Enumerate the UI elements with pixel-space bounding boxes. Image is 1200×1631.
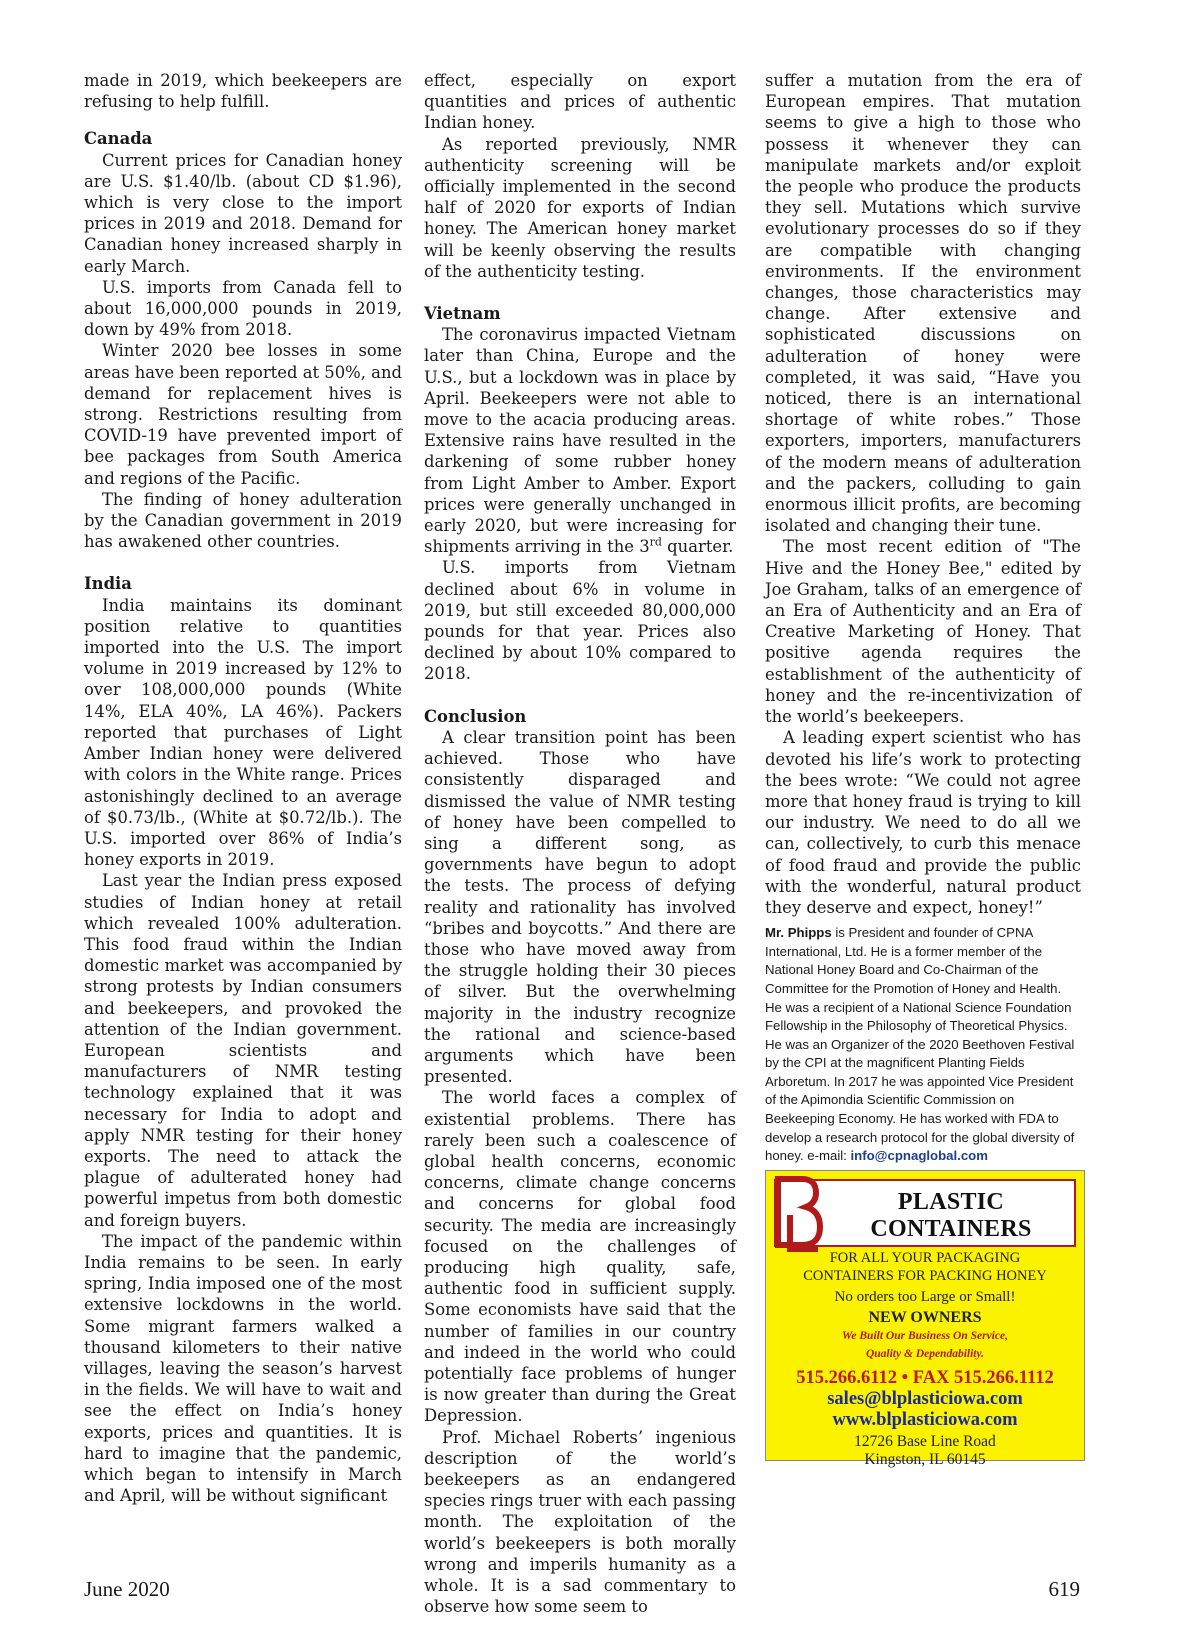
column-3	[765, 70, 1081, 1166]
section-heading-india: India	[84, 574, 132, 594]
paragraph	[424, 324, 736, 557]
superscript: rd	[649, 535, 662, 549]
column-2	[424, 70, 736, 1617]
ad-line: CONTAINERS FOR PACKING HONEY	[803, 1268, 1047, 1284]
paragraph: The world faces a complex of existential problems. There has rarely been such a coalescence of global health concerns, economic concerns, climate change concerns and concerns for global food security. The media are increasingly focused on the challenges of producing high quality, safe, authentic food in sufficient supply. Some economists have said that the number of families in our country and indeed in the world who could potentially face problems of hunger is now greater than during the Great Depression.	[424, 1088, 736, 1426]
ad-website-link[interactable]: www.blplasticiowa.com	[832, 1410, 1018, 1430]
page-number: 619	[1048, 1577, 1080, 1601]
paragraph: Last year the Indian press exposed studies of Indian honey at retail which revealed 100% adulteration. This food fraud within the Indian domestic market was accompanied by strong protests by Indian consumers and beekeepers, and provoked the attention of the Indian government. European scientists and manufacturers of NMR testing technology explained that it was necessary for India to adopt and apply NMR testing for their honey exports. The need to attack the plague of adulterated honey had powerful impetus from both domestic and foreign buyers.	[84, 871, 402, 1230]
ad-new-owners: NEW OWNERS	[868, 1309, 982, 1326]
ad-address: 12726 Base Line Road	[854, 1433, 996, 1450]
section-heading-conclusion: Conclusion	[424, 706, 527, 726]
paragraph: The impact of the pandemic within India remains to be seen. In early spring, India imposed one of the most extensive lockdowns in the world. Some migrant farmers walked a thousand kilometers to their native villages, leaving the season’s harvest in the fields. We will have to wait and see the effect on India’s honey exports, prices and quantities. It is hard to imagine that the pandemic, which began to intensify in March and April, will be without significant	[84, 1231, 402, 1506]
ad-title: PLASTIC CONTAINERS	[870, 1189, 1032, 1242]
ad-phone: 515.266.6112 • FAX 515.266.1112	[796, 1368, 1054, 1388]
paragraph: effect, especially on export quantities and prices of authentic Indian honey.	[424, 71, 736, 133]
ad-address: Kingston, IL 60145	[864, 1451, 986, 1468]
paragraph: India maintains its dominant position relative to quantities imported into the U.S. The import volume in 2019 increased by 12% to over 108,000,000 pounds (White 14%, ELA 40%, LA 46%). Packers reported that purchases of Light Amber Indian honey were delivered with colors in the White range. Prices astonishingly declined to an average of $0.73/lb., (White at $0.72/lb.). The U.S. imported over 86% of India’s honey exports in 2019.	[84, 595, 402, 870]
paragraph: As reported previously, NMR authenticity screening will be officially implemented in the second half of 2020 for exports of Indian honey. The American honey market will be keenly observing the results of the authenticity testing.	[424, 134, 736, 281]
author-email-link[interactable]: info@cpnaglobal.com	[850, 1148, 988, 1164]
text-run: quarter.	[661, 537, 734, 557]
paragraph: U.S. imports from Canada fell to about 16,000,000 pounds in 2019, down by 49% from 2018.	[84, 277, 402, 340]
ad-header	[774, 1179, 1076, 1247]
section-heading-vietnam: Vietnam	[424, 304, 501, 324]
ad-slogan: Quality & Dependability.	[865, 1348, 985, 1360]
paragraph: The finding of honey adulteration by the Canadian government in 2019 has awakened other countries.	[84, 489, 402, 552]
paragraph: Prof. Michael Roberts’ ingenious description of the world’s beekeepers as an endangered species rings truer with each passing month. The exploitation of the world’s beekeepers is both morally wrong and imperils humanity as a whole. It is a sad commentary to observe how some seem to	[424, 1427, 736, 1617]
paragraph: suffer a mutation from the era of European empires. That mutation seems to give a high to those who possess it whenever they can manipulate markets and/or exploit the people who produce the products they sell. Mutations which survive evolutionary processes do so if they are compatible with changing environments. If the environment changes, those characteristics may change. After extensive and sophisticated discussions on adulteration of honey were completed, it was said, “Have you noticed, there is an international shortage of white robes.” Those exporters, importers, manufacturers of the modern means of adulteration and the packers, colluding to gain enormous illicit profits, are becoming isolated and changing their tune.	[765, 71, 1081, 536]
ad-slogan: We Built Our Business On Service,	[842, 1330, 1008, 1342]
author-bio	[765, 924, 1081, 1166]
paragraph: made in 2019, which beekeepers are refusing to help fulfill.	[84, 71, 402, 112]
paragraph: The most recent edition of "The Hive and the Honey Bee," edited by Joe Graham, talks of an emergence of an Era of Authenticity and an Era of Creative Marketing of Honey. That positive agenda requires the establishment of the authenticity of honey and the re-incentivization of the world’s beekeepers.	[765, 537, 1081, 727]
paragraph: A leading expert scientist who has devoted his life’s work to protecting the bees wrote: “We could not agree more that honey fraud is trying to kill our industry. We need to do all we can, collectively, to curb this menace of food fraud and provide the public with the wonderful, natural product they deserve and expect, honey!”	[765, 728, 1081, 917]
plastic-containers-ad	[765, 1170, 1085, 1468]
paragraph: Current prices for Canadian honey are U.S. $1.40/lb. (about CD $1.96), which is very close to the import prices in 2019 and 2018. Demand for Canadian honey increased sharply in early March.	[84, 150, 402, 276]
paragraph: Winter 2020 bee losses in some areas have been reported at 50%, and demand for replacement hives is strong. Restrictions resulting from COVID-19 have prevented import of bee packages from South America and regions of the Pacific.	[84, 341, 402, 488]
column-1	[84, 70, 402, 1506]
author-bio-text: is President and founder of CPNA International, Ltd. He is a former member of the National Honey Board and Co-Chairman of the Committee for the Promotion of Honey and Health. He was a recipient of a National Science Foundation Fellowship in the Philosophy of Theoretical Physics. He was an Organizer of the 2020 Beethoven Festival by the CPI at the magnificent Planting Fields Arboretum. In 2017 he was appointed Vice President of the Apimondia Scientific Commission on Beekeeping Economy. He has worked with FDA to develop a research protocol for the global diversity of honey. e-mail:	[765, 925, 1075, 1164]
bl-logo-icon	[772, 1175, 824, 1253]
author-name: Mr. Phipps	[765, 925, 832, 941]
ad-line: No orders too Large or Small!	[834, 1289, 1016, 1305]
ad-body	[766, 1249, 1084, 1469]
ad-email-link[interactable]: sales@blplasticiowa.com	[827, 1389, 1023, 1409]
ad-line: FOR ALL YOUR PACKAGING	[829, 1250, 1021, 1266]
paragraph: A clear transition point has been achieved. Those who have consistently disparaged and dismissed the value of NMR testing of honey have been compelled to sing a different song, as governments have begun to adopt the tests. The process of defying reality and rationality has involved “bribes and boycotts.” And there are those who have moved away from the struggle holding their 30 pieces of silver. But the overwhelming majority in the industry recognize the rational and science-based arguments which have been presented.	[424, 727, 736, 1087]
paragraph: U.S. imports from Vietnam declined about 6% in volume in 2019, but still exceeded 80,000,000 pounds for that year. Prices also declined by about 10% compared to 2018.	[424, 558, 736, 684]
text-run: The coronavirus impacted Vietnam later than China, Europe and the U.S., but a lockdown was in place by April. Beekeepers were not able to move to the acacia producing areas. Extensive rains have resulted in the darkening of some rubber honey from Light Amber to Amber. Export prices were generally unchanged in early 2020, but were increasing for shipments arriving in the 3	[424, 325, 736, 557]
section-heading-canada: Canada	[84, 129, 153, 149]
footer-date: June 2020	[84, 1577, 170, 1601]
